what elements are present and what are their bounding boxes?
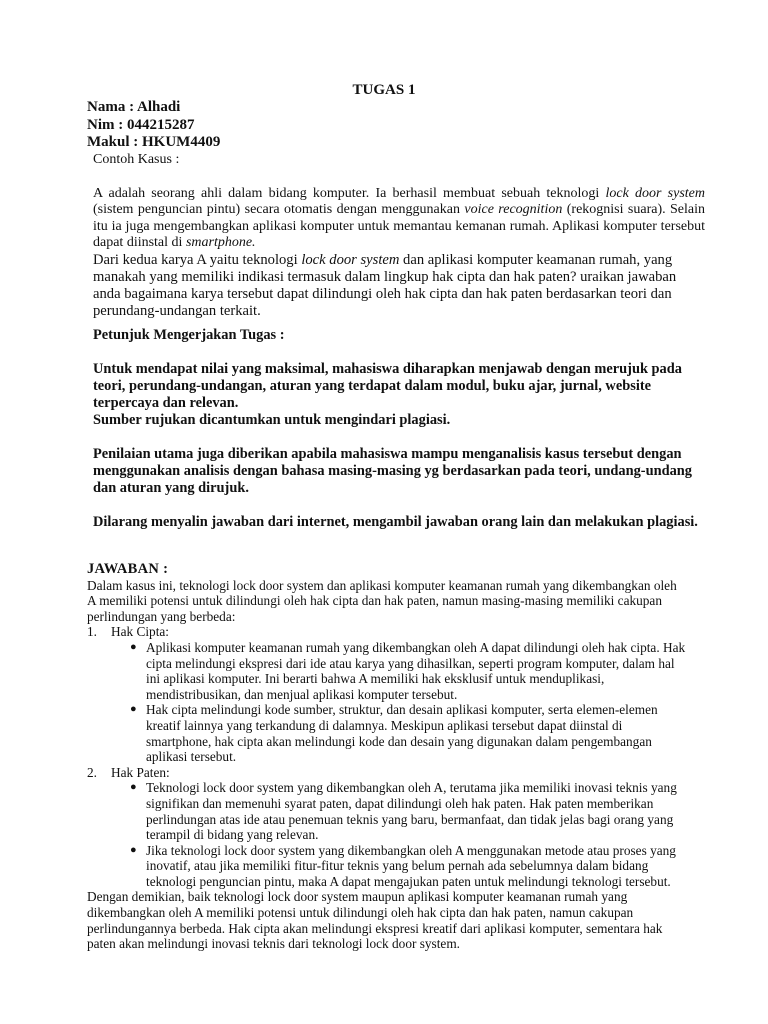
bullet-text: Hak cipta melindungi kode sumber, struktur, dan desain aplikasi komputer, serta elemen-elemen kreatif lainnya yang terkandung di dalamnya. Meskipun aplikasi tersebut dapat diinstal di smartphone, hak cipta akan melindungi kode dan desain yang digunakan dalam pengembangan aplikasi tersebut. [146, 702, 658, 765]
bullet-icon: ● [130, 781, 137, 794]
answer-item-hak-paten [87, 765, 687, 781]
list-item [128, 702, 687, 764]
answer-intro: Dalam kasus ini, teknologi lock door system dan aplikasi komputer keamanan rumah yang dikembangkan oleh A memiliki potensi untuk dilindungi oleh hak cipta dan hak paten, namun masing-masing memiliki cakupan perlindungan yang berbeda: [87, 577, 677, 624]
list-item [128, 780, 687, 842]
document-title: TUGAS 1 [352, 82, 416, 98]
text-run: (sistem penguncian pintu) secara otomatis dengan menggunakan [93, 202, 465, 217]
answer-heading: JAWABAN : [87, 561, 169, 577]
case-heading: Contoh Kasus : [93, 152, 180, 167]
instructions-paragraph-3: Dilarang menyalin jawaban dari internet, mengambil jawaban orang lain dan melakukan plagiasi. [93, 514, 698, 530]
italic-term: lock door system [605, 185, 705, 201]
course-code: Makul : HKUM4409 [87, 134, 221, 150]
case-paragraph-2 [93, 252, 705, 320]
item-title: Hak Cipta: [111, 624, 169, 640]
instructions-paragraph-2: Penilaian utama juga diberikan apabila mahasiswa mampu menganalisis kasus tersebut dengan menggunakan analisis dengan bahasa masing-masing yg berdasarkan pada teori, undang-undang dan aturan yang dirujuk. [93, 446, 692, 496]
instructions-section [93, 327, 705, 531]
bullet-text: Aplikasi komputer keamanan rumah yang dikembangkan oleh A dapat dilindungi oleh hak cipta. Hak cipta melindungi ekspresi dari ide atau karya yang dihasilkan, seperti program komputer, dalam hal ini aplikasi komputer. Ini berarti bahwa A memiliki hak eksklusif untuk menduplikasi, mendistribusikan, dan menjual aplikasi komputer tersebut. [146, 639, 686, 702]
case-section [93, 152, 705, 320]
answer-item-hak-cipta [87, 624, 687, 640]
item-title: Hak Paten: [111, 764, 170, 780]
bullet-icon: ● [130, 703, 137, 716]
student-name: Nama : Alhadi [87, 99, 181, 115]
bullet-text: Teknologi lock door system yang dikembangkan oleh A, terutama jika memiliki inovasi teknis yang signifikan dan memenuhi syarat paten, dapat dilindungi oleh hak paten. Hak paten memberikan perlindungan atas ide atau penemuan teknis yang baru, bermanfaat, dan tidak jelas bagi orang yang terampil di bidang yang relevan. [146, 780, 677, 843]
instructions-paragraph-1b: Sumber rujukan dicantumkan untuk mengindari plagiasi. [93, 412, 451, 428]
answer-section [87, 562, 687, 952]
italic-term: smartphone. [185, 235, 256, 250]
bullet-text: Jika teknologi lock door system yang dikembangkan oleh A menggunakan metode atau proses yang inovatif, atau jika memiliki fitur-fitur teknis yang belum pernah ada sebelumnya dalam bidang teknologi penguncian pintu, maka A dapat mengajukan paten untuk melindungi teknologi tersebut. [146, 842, 676, 889]
bullet-icon: ● [130, 843, 137, 856]
italic-term: lock door system [301, 251, 400, 268]
student-nim: Nim : 044215287 [87, 116, 195, 133]
italic-term: voice recognition [464, 202, 563, 217]
bullet-icon: ● [130, 640, 137, 653]
item-number: 1. [87, 624, 97, 640]
instructions-paragraph-1: Untuk mendapat nilai yang maksimal, mahasiswa diharapkan menjawab dengan merujuk pada teori, perundang-undangan, aturan yang terdapat dalam modul, buku ajar, jurnal, website terpercaya dan relevan. [93, 361, 682, 411]
text-run: A adalah seorang ahli dalam bidang komputer. Ia berhasil membuat sebuah teknologi [93, 185, 606, 201]
list-item [128, 640, 687, 702]
item-number: 2. [87, 764, 97, 780]
text-run: dan aplikasi komputer keamanan rumah, yang manakah yang memiliki indikasi termasuk dalam lingkup hak cipta dan hak paten? uraikan jawaban anda bagaimana karya tersebut dapat dilindungi oleh hak cipta dan hak paten berdasarkan teori dan perundang-undangan terkait. [93, 251, 677, 319]
instructions-heading: Petunjuk Mengerjakan Tugas : [93, 327, 285, 343]
text-run: Dari kedua karya A yaitu teknologi [93, 251, 302, 268]
case-paragraph-1 [93, 186, 705, 252]
answer-conclusion: Dengan demikian, baik teknologi lock door system maupun aplikasi komputer keamanan rumah yang dikembangkan oleh A memiliki potensi untuk dilindungi oleh hak cipta dan hak paten, namun cakupan perlindungannya berbeda. Hak cipta akan melindungi ekspresi kreatif dari aplikasi komputer, sementara hak paten akan melindungi inovasi teknis dari teknologi lock door system. [87, 889, 663, 952]
student-identity [87, 99, 220, 152]
text-run: (rekognisi suara). Selain itu ia juga mengembangkan aplikasi komputer untuk memantau kemanan rumah. Aplikasi komputer tersebut dapat diinstal di [93, 202, 706, 250]
list-item [128, 843, 687, 890]
